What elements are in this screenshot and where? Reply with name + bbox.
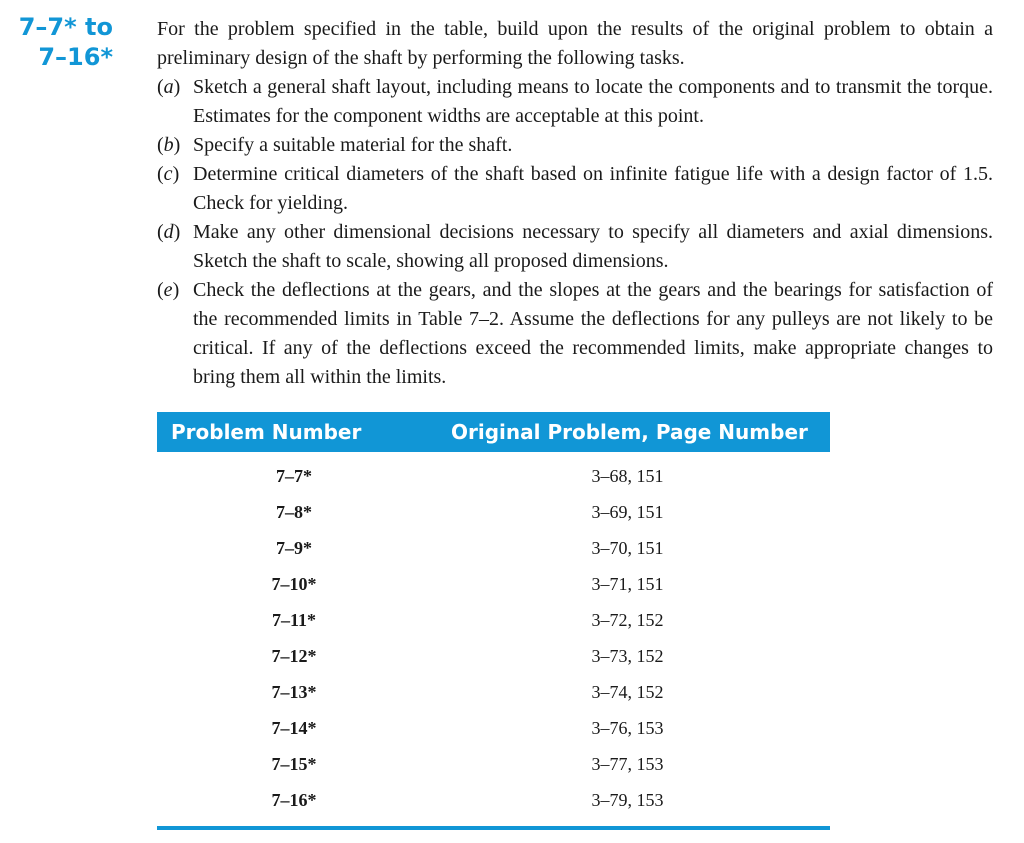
- table-row: [157, 710, 830, 746]
- table-row: [157, 566, 830, 602]
- original-problem-cell: 3–71, 151: [591, 573, 664, 594]
- original-problem-cell: 3–79, 153: [591, 789, 664, 810]
- problem-number-cell: 7–7*: [276, 465, 312, 486]
- task-marker: (d): [157, 221, 181, 243]
- task-d: [157, 218, 993, 276]
- task-c: [157, 160, 993, 218]
- problem-intro: For the problem specified in the table, build upon the results of the original problem to obtain a preliminary design of the shaft by performing the following tasks.: [157, 18, 993, 69]
- original-problem-cell: 3–76, 153: [591, 717, 664, 738]
- original-problem-cell: 3–72, 152: [591, 609, 664, 630]
- table-row: [157, 452, 830, 494]
- header-problem-number: Problem Number: [157, 412, 439, 452]
- table-row: [157, 530, 830, 566]
- table-row: [157, 638, 830, 674]
- table-bottom-rule: [157, 826, 830, 830]
- table-row: [157, 746, 830, 782]
- original-problem-cell: 3–74, 152: [591, 681, 664, 702]
- original-problem-cell: 3–68, 151: [591, 465, 664, 486]
- task-e: [157, 276, 993, 392]
- problem-number-cell: 7–11*: [271, 609, 316, 630]
- problem-number-cell: 7–16*: [271, 789, 317, 810]
- problem-number-label: [0, 12, 113, 72]
- problem-number-cell: 7–8*: [276, 501, 312, 522]
- table-row: [157, 494, 830, 530]
- original-problem-cell: 3–69, 151: [591, 501, 664, 522]
- task-text: Sketch a general shaft layout, including means to locate the components and to transmit the torque. Estimates for the component widths are acceptable at this point.: [193, 76, 993, 127]
- problem-range-end: 7–16*: [38, 43, 113, 71]
- problem-statement: [157, 15, 993, 392]
- original-problem-cell: 3–73, 152: [591, 645, 664, 666]
- table-header-row: [157, 412, 830, 452]
- task-list: [157, 73, 993, 392]
- task-b: [157, 131, 993, 160]
- original-problem-cell: 3–70, 151: [591, 537, 664, 558]
- task-text: Determine critical diameters of the shaft based on infinite fatigue life with a design factor of 1.5. Check for yielding.: [193, 163, 993, 214]
- problem-range-start: 7–7* to: [18, 13, 113, 41]
- task-marker: (a): [157, 76, 181, 98]
- task-a: [157, 73, 993, 131]
- table-row: [157, 782, 830, 818]
- problem-number-cell: 7–13*: [271, 681, 317, 702]
- table-row: [157, 674, 830, 710]
- problem-number-cell: 7–14*: [271, 717, 317, 738]
- task-text: Make any other dimensional decisions necessary to specify all diameters and axial dimensions. Sketch the shaft to scale, showing all proposed dimensions.: [193, 221, 993, 272]
- table-row: [157, 602, 830, 638]
- task-text: Check the deflections at the gears, and the slopes at the gears and the bearings for satisfaction of the recommended limits in Table 7–2. Assume the deflections for any pulleys are not likely to be critical. If any of the deflections exceed the recommended limits, make appropriate changes to bring them all within the limits.: [193, 279, 993, 388]
- task-marker: (b): [157, 134, 181, 156]
- problem-number-cell: 7–12*: [271, 645, 317, 666]
- task-text: Specify a suitable material for the shaft.: [193, 134, 513, 156]
- problem-table: [157, 412, 830, 830]
- original-problem-cell: 3–77, 153: [591, 753, 664, 774]
- header-original-problem: Original Problem, Page Number: [439, 412, 830, 452]
- problem-number-cell: 7–10*: [271, 573, 317, 594]
- task-marker: (c): [157, 163, 180, 185]
- problem-number-cell: 7–15*: [271, 753, 317, 774]
- task-marker: (e): [157, 279, 180, 301]
- problem-number-cell: 7–9*: [276, 537, 312, 558]
